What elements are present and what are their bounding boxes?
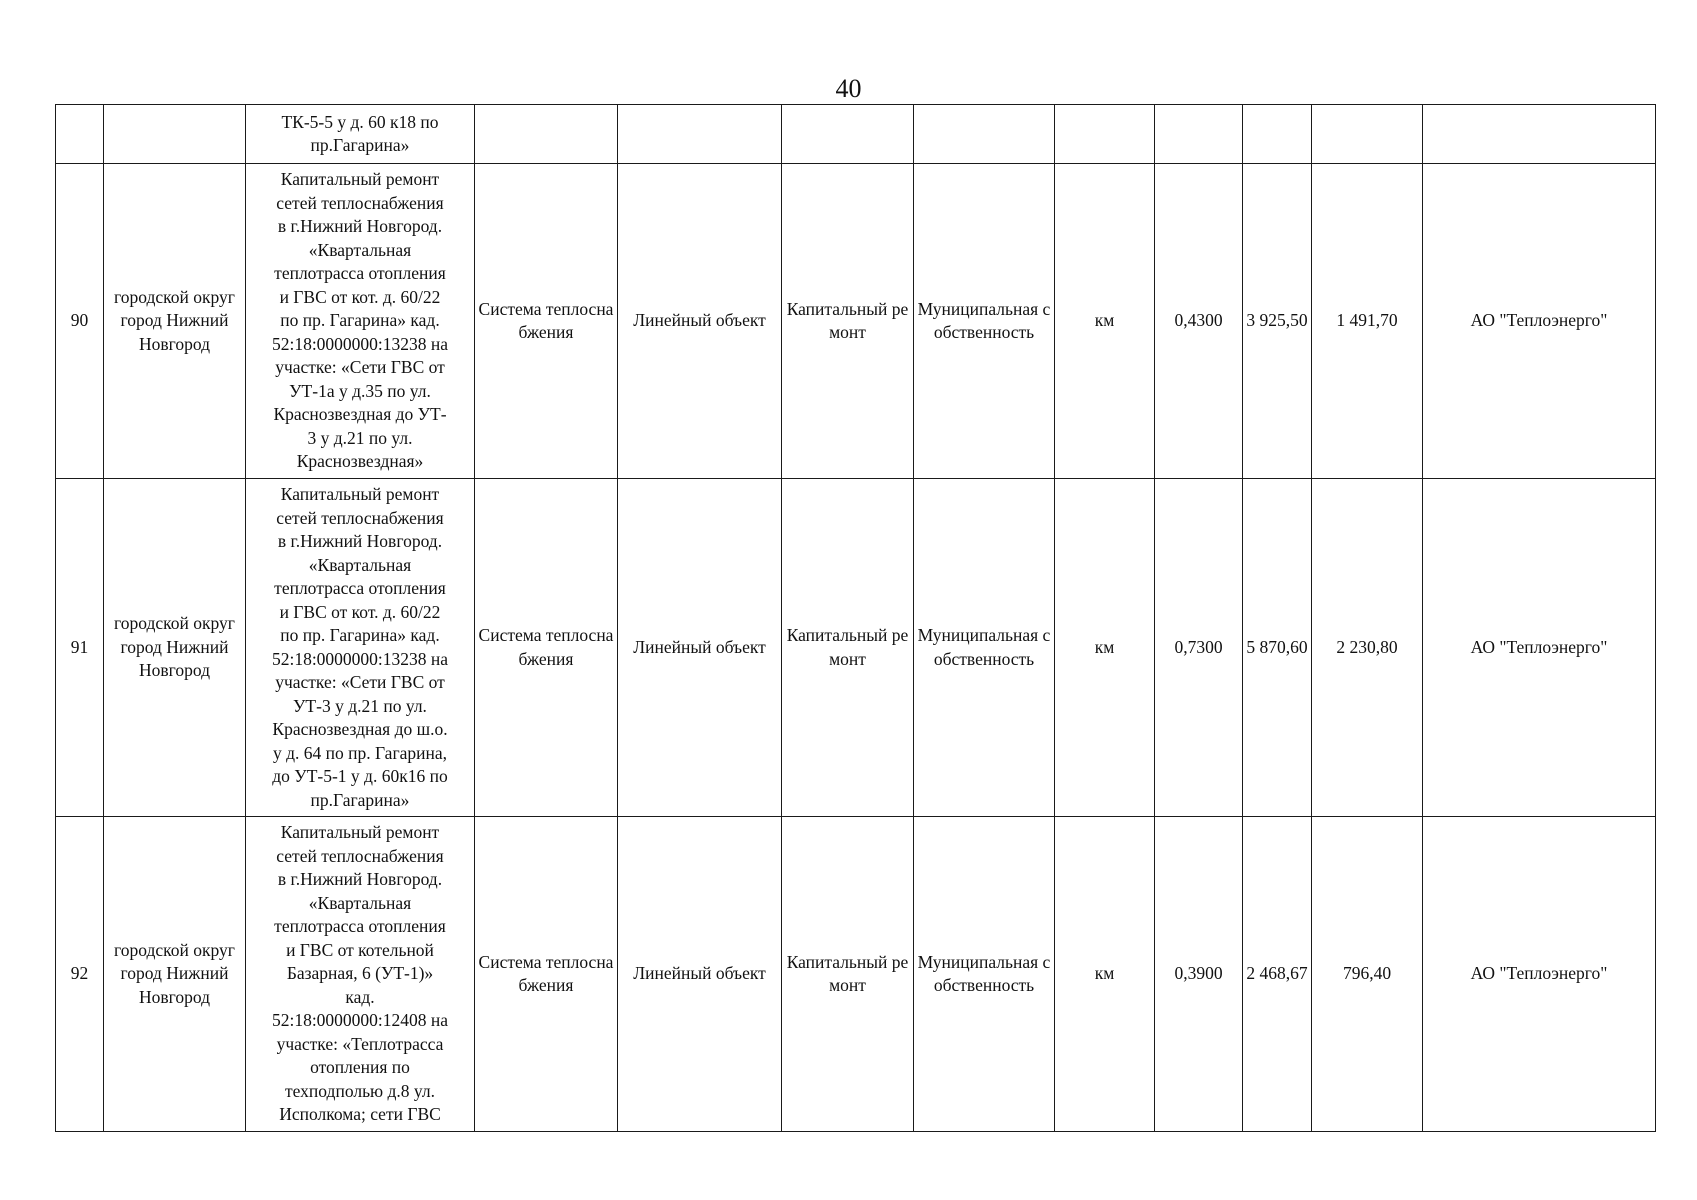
cell-unit: км [1055, 817, 1155, 1132]
cell-cost-total [1243, 105, 1312, 164]
cell-territory: городской округ город Нижний Новгород [104, 479, 246, 817]
description-line: и ГВС от кот. д. 60/22 [279, 601, 441, 622]
cell-system: Система теплоснабжения [475, 479, 618, 817]
description-line: УТ-3 у д.21 по ул. [293, 695, 427, 716]
cell-quantity [1155, 105, 1243, 164]
cell-description [246, 105, 475, 164]
cell-num: 90 [56, 164, 104, 479]
description-line: «Квартальная [308, 892, 412, 913]
cell-quantity: 0,7300 [1155, 479, 1243, 817]
description-line: 3 у д.21 по ул. [307, 427, 413, 448]
description-line: «Квартальная [308, 554, 412, 575]
cell-work-type: Капитальный ремонт [782, 479, 914, 817]
description-line: отопления по [310, 1057, 410, 1078]
table-row [56, 164, 1656, 479]
description-line: Краснозвездная до ш.о. [272, 719, 448, 739]
description-line: и ГВС от котельной [286, 939, 434, 960]
cell-description [246, 164, 475, 479]
cell-description [246, 479, 475, 817]
description-line: Краснозвездная» [296, 451, 424, 472]
cell-num [56, 105, 104, 164]
cell-organization: АО "Теплоэнерго" [1423, 164, 1656, 479]
description-line: по пр. Гагарина» кад. [280, 310, 440, 331]
cell-work-type: Капитальный ремонт [782, 817, 914, 1132]
description-line: участке: «Сети ГВС от [275, 672, 445, 692]
table-row-continuation [56, 105, 1656, 164]
description-line: 52:18:0000000:13238 на [271, 648, 449, 669]
description-line: участке: «Теплотрасса [276, 1033, 444, 1054]
cell-unit: км [1055, 479, 1155, 817]
cell-system: Система теплоснабжения [475, 164, 618, 479]
description-line: Капитальный ремонт [280, 822, 440, 843]
cell-object-type: Линейный объект [618, 479, 782, 817]
cell-quantity: 0,4300 [1155, 164, 1243, 479]
cell-ownership [914, 105, 1055, 164]
description-line: участке: «Сети ГВС от [275, 357, 445, 378]
description-line: Капитальный ремонт [280, 169, 440, 190]
description-line: теплотрасса отопления [274, 263, 446, 284]
description-line: теплотрасса отопления [274, 916, 446, 937]
cell-territory: городской округ город Нижний Новгород [104, 817, 246, 1132]
cell-quantity: 0,3900 [1155, 817, 1243, 1132]
description-line: кад. [345, 986, 375, 1007]
cell-object-type: Линейный объект [618, 164, 782, 479]
description-line: у д. 64 по пр. Гагарина, [272, 742, 448, 763]
cell-system: Система теплоснабжения [475, 817, 618, 1132]
cell-cost-part: 1 491,70 [1312, 164, 1423, 479]
description-line: Краснозвездная до УТ- [273, 404, 447, 425]
cell-cost-part: 796,40 [1312, 817, 1423, 1132]
page-number: 40 [835, 74, 862, 103]
cell-organization [1423, 105, 1656, 164]
description-line: в г.Нижний Новгород. [277, 869, 443, 890]
cell-ownership: Муниципальная собственность [914, 164, 1055, 479]
cell-organization: АО "Теплоэнерго" [1423, 479, 1656, 817]
description-line: «Квартальная [308, 239, 412, 260]
description-line: до УТ-5-1 у д. 60к16 по [272, 766, 448, 786]
cell-cost-part: 2 230,80 [1312, 479, 1423, 817]
cell-description [246, 817, 475, 1132]
description-line: пр.Гагарина» [310, 135, 410, 155]
description-line: сетей теплоснабжения [276, 507, 444, 528]
description-line: пр.Гагарина» [310, 789, 410, 810]
cell-unit: км [1055, 164, 1155, 479]
table-row [56, 479, 1656, 817]
description-line: Капитальный ремонт [280, 484, 440, 504]
cell-system [475, 105, 618, 164]
cell-cost-total: 5 870,60 [1243, 479, 1312, 817]
cell-work-type [782, 105, 914, 164]
cell-territory: городской округ город Нижний Новгород [104, 164, 246, 479]
cell-work-type: Капитальный ремонт [782, 164, 914, 479]
description-line: в г.Нижний Новгород. [277, 531, 443, 551]
description-line: и ГВС от кот. д. 60/22 [279, 286, 441, 307]
description-line: УТ-1а у д.35 по ул. [289, 380, 431, 401]
table-row [56, 817, 1656, 1132]
project-table [55, 104, 1656, 1132]
cell-num: 91 [56, 479, 104, 817]
description-line: сетей теплоснабжения [276, 845, 444, 866]
cell-cost-total: 2 468,67 [1243, 817, 1312, 1132]
cell-object-type: Линейный объект [618, 817, 782, 1132]
cell-ownership: Муниципальная собственность [914, 479, 1055, 817]
cell-unit [1055, 105, 1155, 164]
cell-num: 92 [56, 817, 104, 1132]
cell-territory [104, 105, 246, 164]
description-line: техподполью д.8 ул. [285, 1080, 435, 1101]
cell-organization: АО "Теплоэнерго" [1423, 817, 1656, 1132]
description-line: сетей теплоснабжения [276, 192, 444, 213]
description-line: по пр. Гагарина» кад. [280, 625, 440, 645]
description-line: 52:18:0000000:12408 на [271, 1010, 449, 1031]
description-line: Базарная, 6 (УТ-1)» [286, 963, 434, 984]
cell-cost-total: 3 925,50 [1243, 164, 1312, 479]
cell-ownership: Муниципальная собственность [914, 817, 1055, 1132]
description-line: Исполкома; сети ГВС [279, 1104, 441, 1125]
cell-cost-part [1312, 105, 1423, 164]
description-line: 52:18:0000000:13238 на [271, 333, 449, 354]
description-line: теплотрасса отопления [274, 578, 446, 598]
description-line: ТК-5-5 у д. 60 к18 по [281, 111, 439, 132]
cell-object-type [618, 105, 782, 164]
description-line: в г.Нижний Новгород. [277, 216, 443, 237]
